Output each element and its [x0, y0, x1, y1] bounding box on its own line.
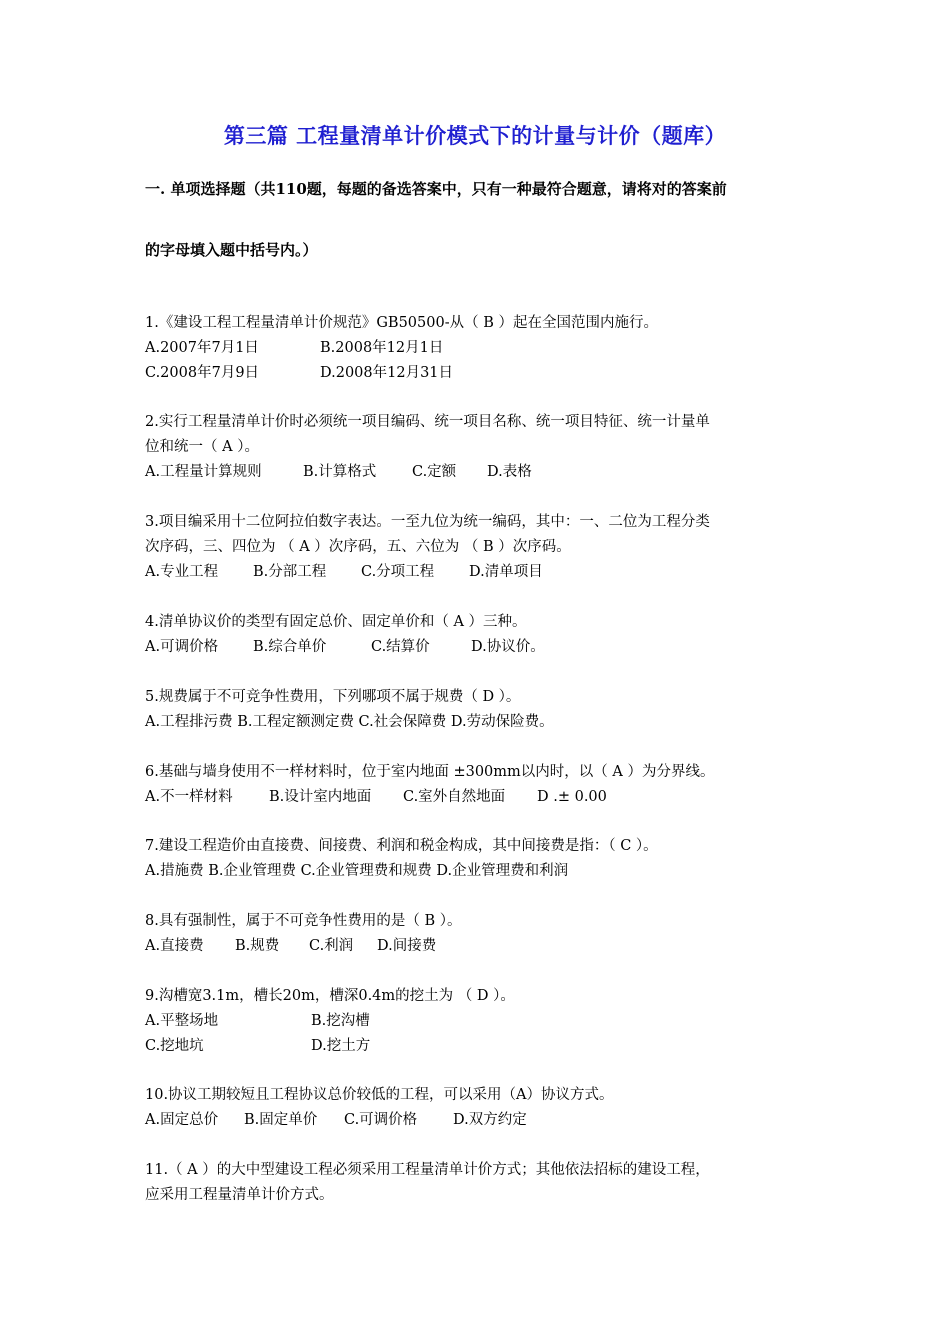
- option-c: C.定额: [412, 464, 457, 480]
- option-a: A.工程量计算规则: [145, 464, 262, 480]
- question-stem: 9.沟槽宽3.1m，槽长20m，槽深0.4m的挖土为 （ D ）。: [145, 988, 515, 1004]
- option-b: B.综合单价: [253, 639, 327, 655]
- option-a: A.不一样材料: [145, 789, 233, 805]
- question-stem: 11.（ A ）的大中型建设工程必须采用工程量清单计价方式；其他依法招标的建设工程，: [145, 1162, 710, 1178]
- option-c: C.利润: [309, 938, 354, 954]
- option-row: [145, 710, 815, 735]
- question-stem: 8.具有强制性，属于不可竞争性费用的是（ B ）。: [145, 913, 462, 929]
- option-b: B.2008年12月1日: [320, 340, 444, 356]
- option-row: [145, 460, 815, 485]
- option-d: D.协议价。: [471, 639, 545, 655]
- page-title: 第三篇 工程量清单计价模式下的计量与计价（题库）: [223, 123, 727, 148]
- options-inline: A.工程排污费 B.工程定额测定费 C.社会保障费 D.劳动保险费。: [145, 714, 554, 730]
- option-b: B.分部工程: [253, 564, 327, 580]
- question-stem: 6.基础与墙身使用不一样材料时，位于室内地面 ±300mm以内时，以（ A ）为分界线。: [145, 764, 715, 780]
- option-a: A.固定总价: [145, 1112, 219, 1128]
- option-row: [145, 635, 815, 660]
- option-b: B.设计室内地面: [269, 789, 372, 805]
- option-b: B.挖沟槽: [311, 1013, 370, 1029]
- option-row: [145, 1009, 815, 1034]
- question-stem: 4.清单协议价的类型有固定总价、固定单价和（ A ）三种。: [145, 614, 527, 630]
- option-d: D.双方约定: [453, 1112, 527, 1128]
- option-row: [145, 1034, 815, 1059]
- option-a: A.可调价格: [145, 639, 219, 655]
- option-c: C.分项工程: [361, 564, 435, 580]
- option-d: D.表格: [487, 464, 532, 480]
- option-row: [145, 336, 815, 361]
- option-c: C.可调价格: [344, 1112, 418, 1128]
- question-11: [145, 1158, 815, 1208]
- question-2: [145, 410, 815, 485]
- option-row: [145, 785, 815, 810]
- option-d: D.2008年12月31日: [320, 365, 454, 381]
- option-c: C.2008年7月9日: [145, 365, 260, 381]
- option-a: A.直接费: [145, 938, 204, 954]
- option-a: A.平整场地: [145, 1013, 219, 1029]
- option-a: A.专业工程: [145, 564, 219, 580]
- section-heading-line-1: 一. 单项选择题（共110题，每题的备选答案中，只有一种最符合题意，请将对的答案前: [145, 180, 727, 198]
- option-row: [145, 560, 815, 585]
- option-d: D.挖土方: [311, 1038, 371, 1054]
- question-5: [145, 685, 815, 735]
- option-b: B.规费: [235, 938, 280, 954]
- option-a: A.2007年7月1日: [145, 340, 259, 356]
- question-7: [145, 834, 815, 884]
- option-c: C.结算价: [371, 639, 430, 655]
- option-row: [145, 859, 815, 884]
- question-8: [145, 909, 815, 959]
- question-4: [145, 610, 815, 660]
- question-stem: 3.项目编采用十二位阿拉伯数字表达。一至九位为统一编码，其中：一、二位为工程分类: [145, 514, 710, 530]
- question-stem-cont: 应采用工程量清单计价方式。: [145, 1187, 334, 1203]
- question-1: [145, 311, 815, 386]
- question-3: [145, 510, 815, 585]
- question-9: [145, 984, 815, 1059]
- option-d: D.间接费: [377, 938, 437, 954]
- question-stem: 1.《建设工程工程量清单计价规范》GB50500-从（ B ）起在全国范围内施行。: [145, 315, 658, 331]
- option-row: [145, 934, 815, 959]
- option-c: C.室外自然地面: [403, 789, 506, 805]
- option-row: [145, 361, 815, 386]
- section-heading-line-2: 的字母填入题中括号内。）: [145, 241, 318, 259]
- question-stem: 10.协议工期较短且工程协议总价较低的工程，可以采用（A）协议方式。: [145, 1087, 614, 1103]
- question-6: [145, 760, 815, 810]
- option-d: D.清单项目: [469, 564, 543, 580]
- question-stem: 2.实行工程量清单计价时必须统一项目编码、统一项目名称、统一项目特征、统一计量单: [145, 414, 710, 430]
- option-b: B.计算格式: [303, 464, 377, 480]
- option-row: [145, 1108, 815, 1133]
- option-c: C.挖地坑: [145, 1038, 204, 1054]
- option-d: D .± 0.00: [537, 789, 607, 805]
- options-inline: A.措施费 B.企业管理费 C.企业管理费和规费 D.企业管理费和利润: [145, 863, 569, 879]
- question-stem-cont: 位和统一（ A ）。: [145, 439, 259, 455]
- question-stem: 7.建设工程造价由直接费、间接费、利润和税金构成，其中间接费是指：（ C ）。: [145, 838, 658, 854]
- option-b: B.固定单价: [244, 1112, 318, 1128]
- question-stem-cont: 次序码，三、四位为 （ A ）次序码，五、六位为 （ B ）次序码。: [145, 539, 571, 555]
- question-stem: 5.规费属于不可竞争性费用，下列哪项不属于规费（ D ）。: [145, 689, 521, 705]
- question-10: [145, 1083, 815, 1133]
